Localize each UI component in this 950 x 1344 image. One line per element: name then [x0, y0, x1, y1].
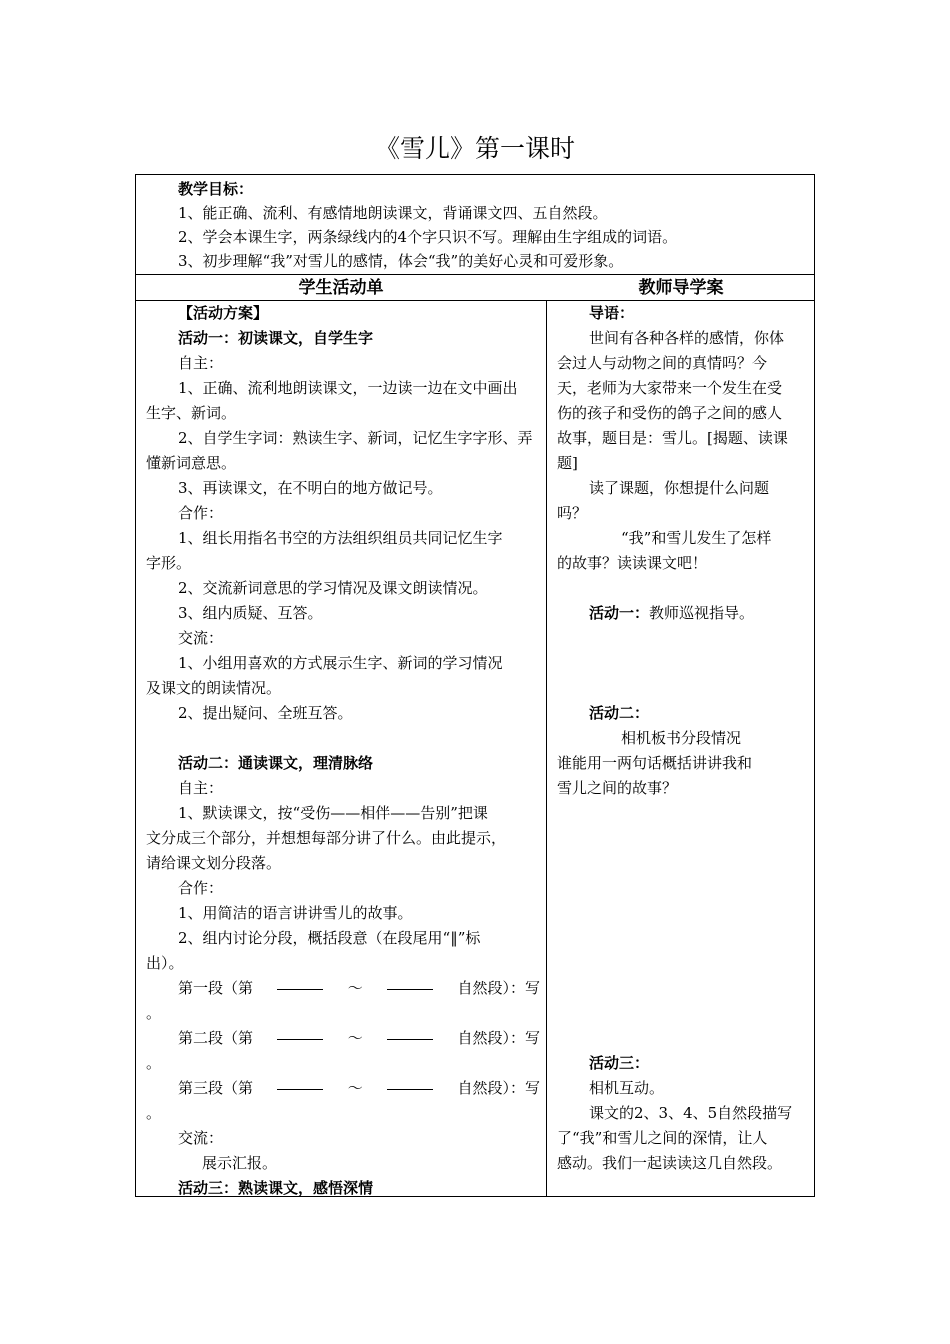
- text-line: 及课文的朗读情况。: [146, 679, 282, 697]
- text-line: 世间有各种各样的感情，你体: [589, 329, 785, 347]
- text-line: 2、提出疑问、全班互答。: [178, 704, 353, 722]
- goal-item: 2、学会本课生字，两条绿线内的4个字只识不写。理解由生字组成的词语。: [178, 228, 678, 246]
- goal-item: 3、初步理解“我”对雪儿的感情，体会“我”的美好心灵和可爱形象。: [178, 252, 624, 270]
- text-line: 文分成三个部分，并想想每部分讲了什么。由此提示，: [146, 829, 507, 847]
- segment-3-fill: [178, 1077, 540, 1098]
- segment-tail: 自然段）：写: [457, 1029, 540, 1047]
- text-line: 1、默读课文，按“受伤——相伴——告别”把课: [178, 804, 488, 822]
- text-line: 。: [146, 1004, 162, 1022]
- text-line: 。: [146, 1104, 162, 1122]
- text-line: 的故事？读读课文吧！: [557, 554, 708, 572]
- blank-field[interactable]: [277, 1027, 323, 1040]
- text-line: 课文的2、3、4、5自然段描写: [589, 1104, 793, 1122]
- text-line: 展示汇报。: [202, 1154, 278, 1172]
- segment-2-fill: [178, 1027, 540, 1048]
- intro-label: 导语：: [589, 304, 635, 322]
- text-line: 1、正确、流利地朗读课文，一边读一边在文中画出: [178, 379, 518, 397]
- text-line: 请给课文划分段落。: [146, 854, 282, 872]
- tilde-mark: ～: [347, 1079, 363, 1097]
- section-label: 自主：: [178, 779, 224, 797]
- activity-3-title: 活动三：熟读课文，感悟深情: [178, 1179, 374, 1197]
- segment-1-fill: [178, 977, 540, 998]
- page-title: 《雪儿》第一课时: [374, 134, 575, 163]
- tilde-mark: ～: [347, 979, 363, 997]
- text-line: 感动。我们一起读读这几自然段。: [557, 1154, 783, 1172]
- text-line: 故事，题目是：雪儿。[揭题、读课: [557, 429, 788, 447]
- segment-label: 第一段（第: [178, 979, 254, 997]
- blank-field[interactable]: [387, 1077, 433, 1090]
- text-line: 相机板书分段情况: [621, 729, 742, 747]
- text-line: 出）。: [146, 954, 184, 972]
- text-line: 2、交流新词意思的学习情况及课文朗读情况。: [178, 579, 488, 597]
- activity-text: 教师巡视指导。: [649, 604, 755, 622]
- column-header-teacher: 教师导学案: [638, 278, 724, 298]
- text-line: 了“我”和雪儿之间的深情，让人: [557, 1129, 768, 1147]
- text-line: 伤的孩子和受伤的鸽子之间的感人: [557, 404, 783, 422]
- text-line: 雪儿之间的故事？: [557, 779, 678, 797]
- section-label: 交流：: [178, 1129, 224, 1147]
- blank-field[interactable]: [277, 1077, 323, 1090]
- text-line: 题]: [557, 454, 578, 472]
- blank-field[interactable]: [387, 977, 433, 990]
- text-line: 相机互动。: [589, 1079, 665, 1097]
- lesson-table: [135, 174, 815, 1197]
- text-line: 1、小组用喜欢的方式展示生字、新词的学习情况: [178, 654, 503, 672]
- section-label: 自主：: [178, 354, 224, 372]
- text-line: 3、再读课文，在不明白的地方做记号。: [178, 479, 443, 497]
- segment-label: 第三段（第: [178, 1079, 254, 1097]
- column-divider: [546, 300, 547, 1196]
- segment-tail: 自然段）：写: [457, 979, 540, 997]
- activity-2-title: 活动二：通读课文，理清脉络: [178, 754, 374, 772]
- section-label: 合作：: [178, 879, 224, 897]
- text-line: 会过人与动物之间的真情吗？今: [557, 354, 768, 372]
- text-line: 读了课题，你想提什么问题: [589, 479, 770, 497]
- segment-label: 第二段（第: [178, 1029, 254, 1047]
- activity-3-label: 活动三：: [589, 1054, 650, 1072]
- text-line: 天，老师为大家带来一个发生在受: [557, 379, 783, 397]
- goals-heading: 教学目标：: [178, 180, 254, 198]
- tilde-mark: ～: [347, 1029, 363, 1047]
- text-line: 1、用简洁的语言讲讲雪儿的故事。: [178, 904, 413, 922]
- goal-item: 1、能正确、流利、有感情地朗读课文，背诵课文四、五自然段。: [178, 204, 608, 222]
- text-line: 吗？: [557, 504, 588, 522]
- teaching-goals: [136, 177, 814, 273]
- column-header-student: 学生活动单: [298, 278, 384, 298]
- text-line: 懂新词意思。: [146, 454, 237, 472]
- text-line: 3、组内质疑、互答。: [178, 604, 323, 622]
- text-line: 谁能用一两句话概括讲讲我和: [557, 754, 753, 772]
- text-line: 2、自学生字词：熟读生字、新词，记忆生字字形、弄: [178, 429, 533, 447]
- activity-1-title: 活动一：初读课文，自学生字: [178, 329, 374, 347]
- text-line: 1、组长用指名书空的方法组织组员共同记忆生字: [178, 529, 503, 547]
- activity-label: 活动一：: [589, 604, 650, 622]
- section-label: 交流：: [178, 629, 224, 647]
- text-line: 2、组内讨论分段，概括段意（在段尾用“‖”标: [178, 929, 481, 947]
- activity-1-note: [589, 602, 754, 623]
- text-line: 字形。: [146, 554, 192, 572]
- text-line: 生字、新词。: [146, 404, 237, 422]
- blank-field[interactable]: [277, 977, 323, 990]
- text-line: 。: [146, 1054, 162, 1072]
- plan-heading: 【活动方案】: [178, 304, 269, 322]
- segment-tail: 自然段）：写: [457, 1079, 540, 1097]
- section-label: 合作：: [178, 504, 224, 522]
- text-line: “我”和雪儿发生了怎样: [621, 529, 772, 547]
- blank-field[interactable]: [387, 1027, 433, 1040]
- activity-2-label: 活动二：: [589, 704, 650, 722]
